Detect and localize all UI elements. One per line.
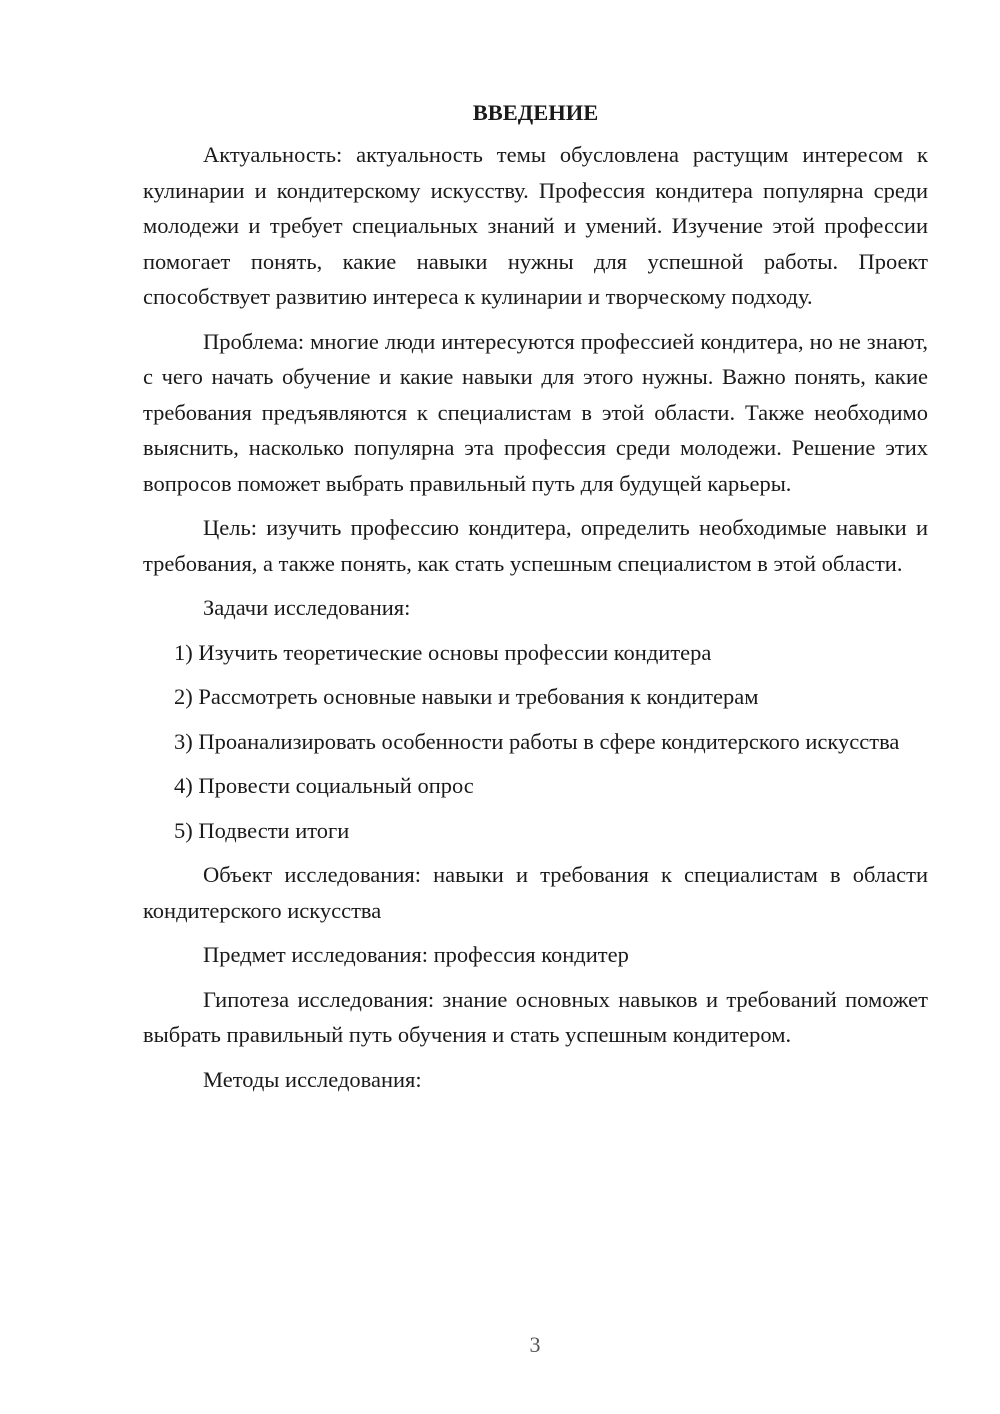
- task-item: 3) Проанализировать особенности работы в сфере кондитерского искусства: [174, 728, 900, 754]
- methods-heading: Методы исследования:: [203, 1066, 422, 1092]
- page-number: 3: [529, 1332, 541, 1357]
- section-title: ВВЕДЕНИЕ: [472, 100, 599, 125]
- tasks-heading: Задачи исследования:: [203, 595, 411, 620]
- object-paragraph: Объект исследования: навыки и требования к специалистам в области кондитерского искусства: [143, 862, 928, 923]
- document-page: [143, 95, 928, 1106]
- subject-paragraph: Предмет исследования: профессия кондитер: [203, 942, 629, 967]
- task-item: 2) Рассмотреть основные навыки и требования к кондитерам: [174, 684, 759, 709]
- task-item: 5) Подвести итоги: [174, 817, 350, 843]
- problem-paragraph: Проблема: многие люди интересуются профессией кондитера, но не знают, с чего начать обучение и какие навыки для этого нужны. Важно понять, какие требования предъявляются к специалистам в этой области. Также необходимо выяснить, насколько популярна эта профессия среди молодежи. Решение этих вопросов поможет выбрать правильный путь для будущей карьеры.: [143, 328, 928, 496]
- relevance-paragraph: Актуальность: актуальность темы обусловлена растущим интересом к кулинарии и кондитерскому искусству. Профессия кондитера популярна среди молодежи и требует специальных знаний и умений. Изучение этой профессии помогает понять, какие навыки нужны для успешной работы. Проект способствует развитию интереса к кулинарии и творческому подходу.: [143, 142, 928, 309]
- task-item: 4) Провести социальный опрос: [174, 773, 474, 798]
- tasks-list: [143, 635, 928, 849]
- task-item: 1) Изучить теоретические основы профессии кондитера: [174, 639, 712, 665]
- hypothesis-paragraph: Гипотеза исследования: знание основных навыков и требований поможет выбрать правильный путь обучения и стать успешным кондитером.: [143, 986, 928, 1047]
- goal-paragraph: Цель: изучить профессию кондитера, определить необходимые навыки и требования, а также понять, как стать успешным специалистом в этой области.: [143, 515, 928, 576]
